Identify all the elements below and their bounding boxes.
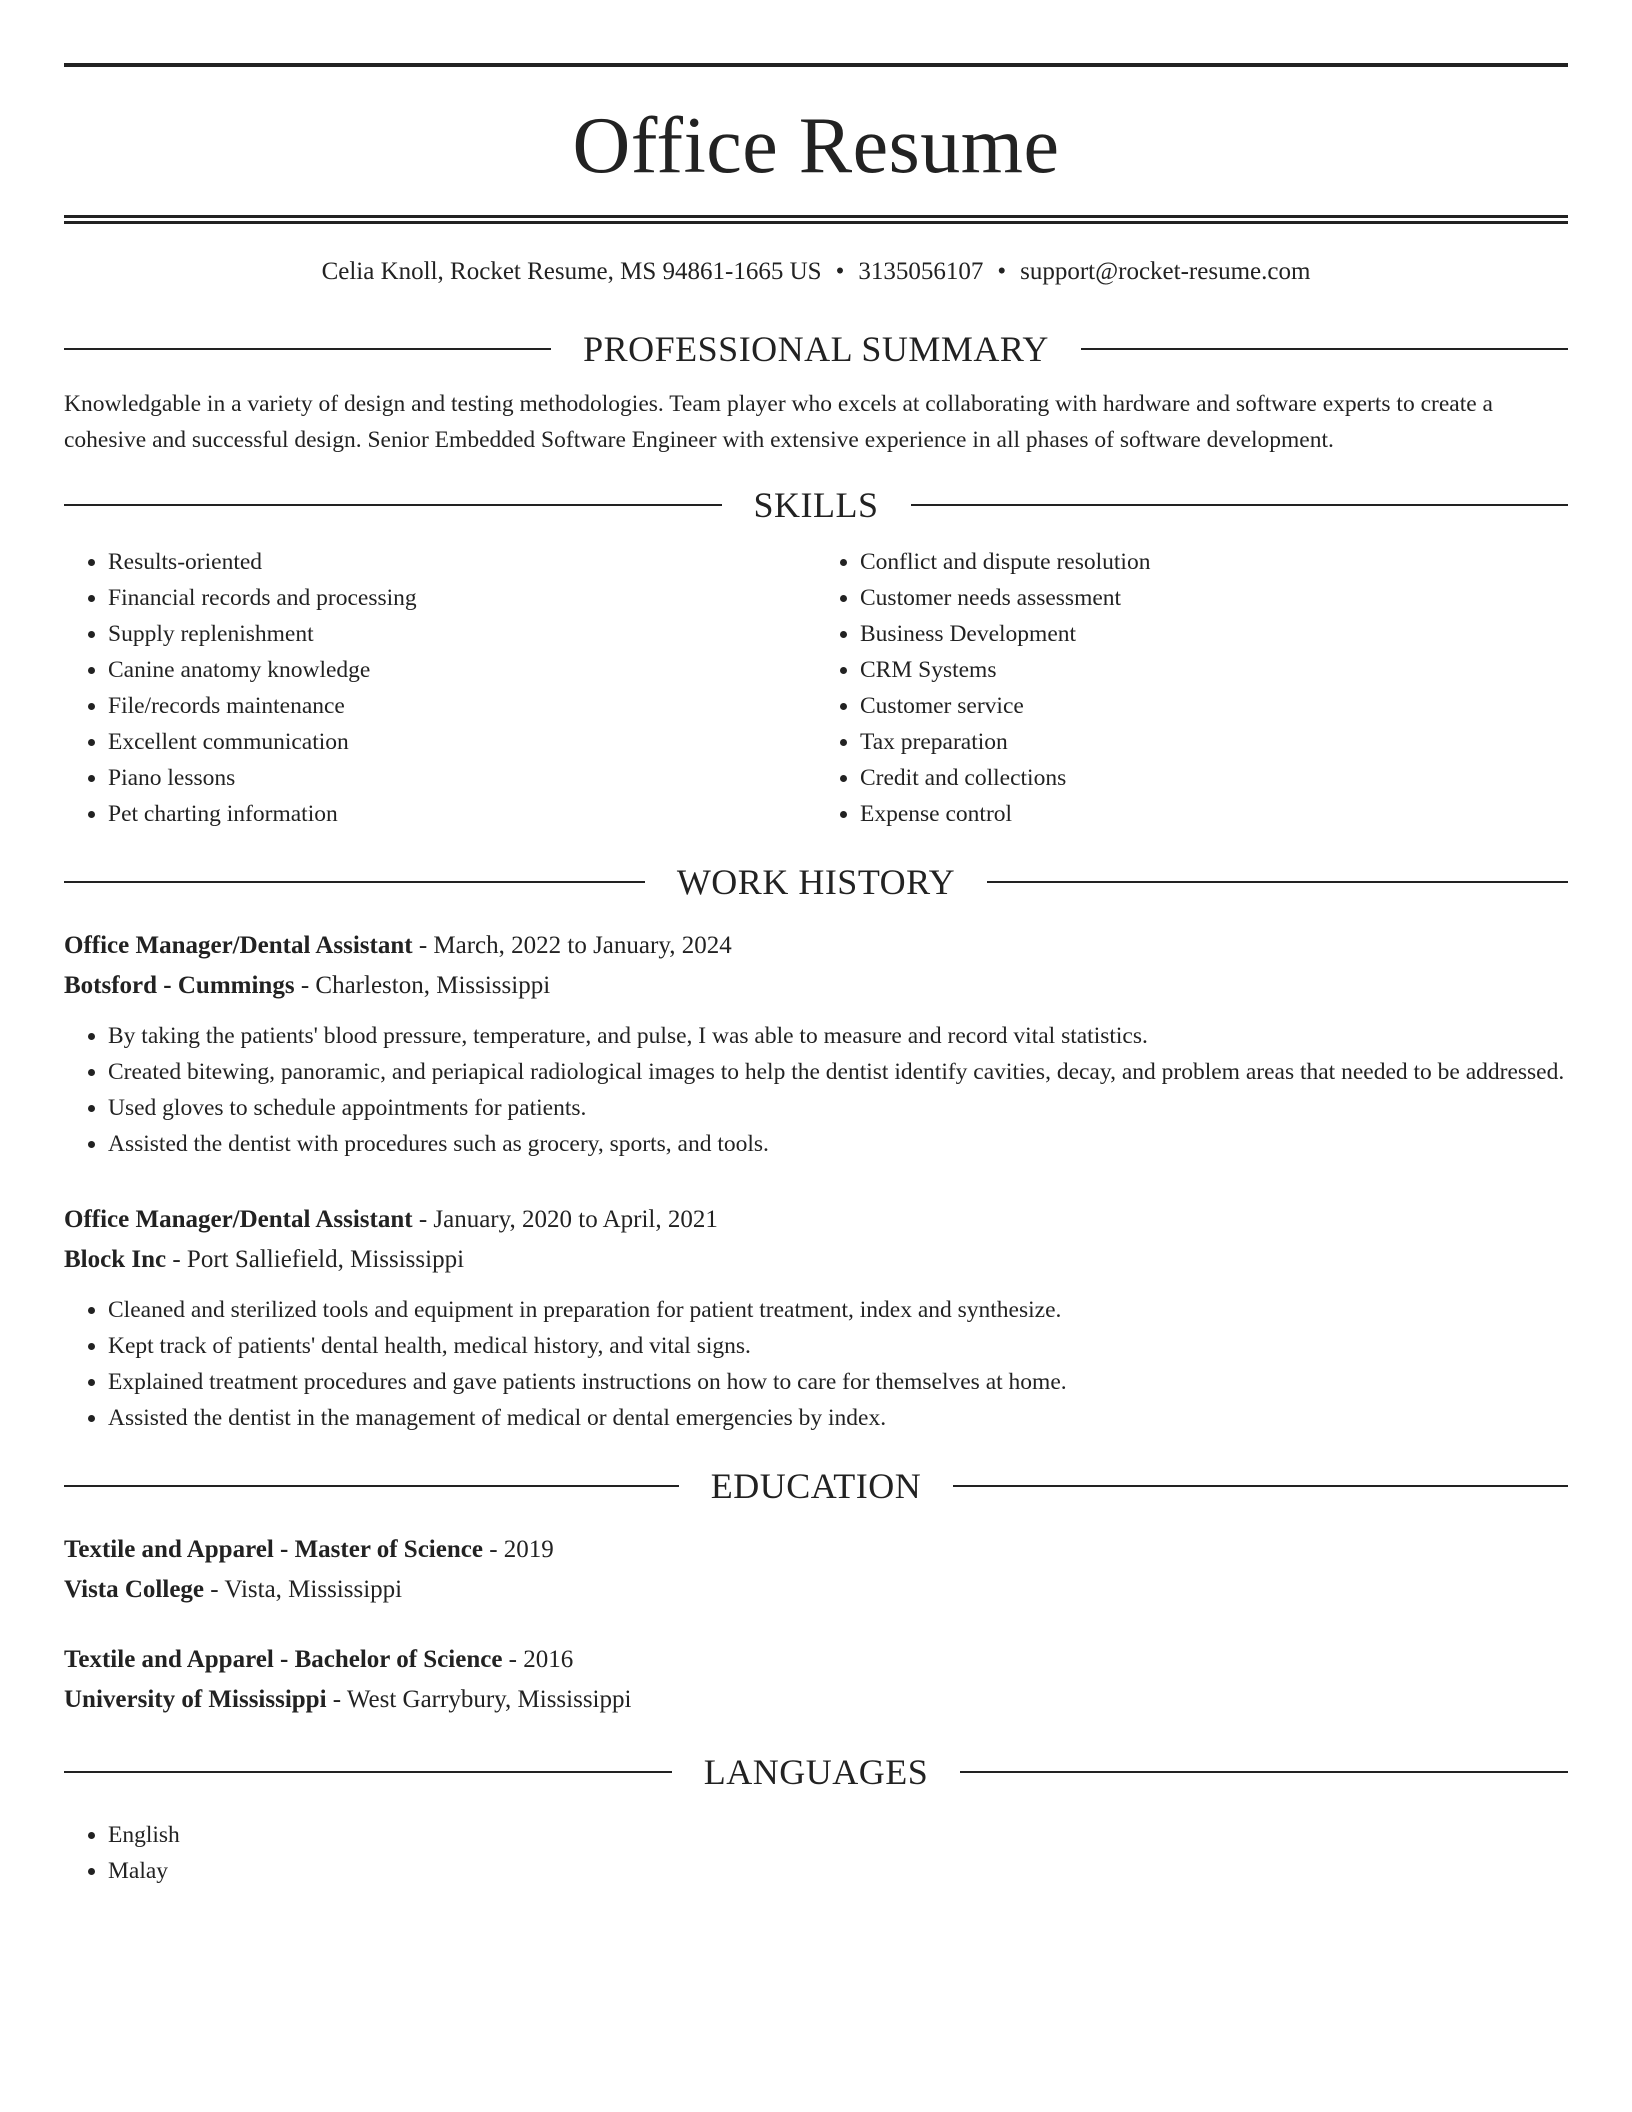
heading-rule-left (64, 1485, 679, 1487)
job-location: - Charleston, Mississippi (294, 972, 551, 999)
job-bullet: • Assisted the dentist in the management of medical or dental emergencies by index. (108, 1400, 1568, 1436)
job-location: - Port Salliefield, Mississippi (166, 1246, 465, 1273)
section-heading-label: PROFESSIONAL SUMMARY (583, 329, 1049, 369)
languages-list (64, 1817, 1568, 1889)
section-heading-education (64, 1464, 1568, 1508)
education-entry (64, 1530, 1568, 1610)
skill-item: • Financial records and processing (108, 580, 816, 616)
job-dates: - March, 2022 to January, 2024 (412, 932, 732, 959)
job-title-line (64, 926, 1568, 966)
job-bullet: • Used gloves to schedule appointments for patients. (108, 1090, 1568, 1126)
school: Vista College (64, 1576, 205, 1603)
degree-line (64, 1640, 1568, 1680)
skill-item: • Business Development (860, 616, 1568, 652)
job-bullet: • Cleaned and sterilized tools and equipment in preparation for patient treatment, index and synthesize. (108, 1292, 1568, 1328)
skill-item: • Supply replenishment (108, 616, 816, 652)
degree: Textile and Apparel - Bachelor of Science (64, 1646, 503, 1673)
heading-rule-right (1081, 348, 1568, 350)
job-company: Block Inc (64, 1246, 167, 1273)
job-bullet: • Assisted the dentist with procedures such as grocery, sports, and tools. (108, 1126, 1568, 1162)
section-heading-languages (64, 1750, 1568, 1794)
skill-item: • Excellent communication (108, 724, 816, 760)
summary-text: Knowledgable in a variety of design and testing methodologies. Team player who excels at collaborating with hardware and software experts to create a cohesive and successful design. Senior Embedded Software Engineer with extensive experience in all phases of software development. (64, 391, 1493, 453)
degree-line (64, 1530, 1568, 1570)
skill-item: • File/records maintenance (108, 688, 816, 724)
skill-item: • Tax preparation (860, 724, 1568, 760)
heading-rule-right (960, 1771, 1568, 1773)
section-heading-work-history (64, 860, 1568, 904)
degree: Textile and Apparel - Master of Science (64, 1536, 483, 1563)
heading-rule-left (64, 348, 551, 350)
heading-rule-right (911, 504, 1569, 506)
title-double-rule (64, 215, 1568, 224)
skill-item: • CRM Systems (860, 652, 1568, 688)
job-entry (64, 926, 1568, 1162)
skill-item: • Conflict and dispute resolution (860, 544, 1568, 580)
language-item: • Malay (108, 1853, 1568, 1889)
skill-item: • Expense control (860, 796, 1568, 832)
skills-list (64, 544, 1568, 832)
skills-column-right (816, 544, 1568, 832)
job-bullet: • Kept track of patients' dental health, medical history, and vital signs. (108, 1328, 1568, 1364)
job-entry (64, 1200, 1568, 1436)
job-title-line (64, 1200, 1568, 1240)
language-item: • English (108, 1817, 1568, 1853)
contact-line (64, 255, 1568, 289)
job-bullet: • Explained treatment procedures and gave patients instructions on how to care for themselves at home. (108, 1364, 1568, 1400)
skills-column-left (64, 544, 816, 832)
skill-item: • Pet charting information (108, 796, 816, 832)
heading-rule-right (953, 1485, 1568, 1487)
resume-title: Office Resume (572, 102, 1060, 190)
heading-rule-left (64, 504, 722, 506)
section-heading-label: WORK HISTORY (676, 862, 956, 902)
section-heading-label: LANGUAGES (703, 1752, 929, 1792)
top-rule (64, 63, 1568, 67)
section-heading-skills (64, 483, 1568, 527)
job-bullet: • By taking the patients' blood pressure, temperature, and pulse, I was able to measure and record vital statistics. (108, 1018, 1568, 1054)
section-heading-label: SKILLS (753, 485, 879, 525)
contact-address: Celia Knoll, Rocket Resume, MS 94861-1665 US (321, 258, 822, 285)
school-location: - West Garrybury, Mississippi (326, 1686, 632, 1713)
contact-email: support@rocket-resume.com (1020, 258, 1311, 285)
job-bullet: • Created bitewing, panoramic, and periapical radiological images to help the dentist identify cavities, decay, and problem areas that needed to be addressed. (108, 1054, 1568, 1090)
job-bullets (64, 1292, 1568, 1436)
heading-rule-left (64, 1771, 672, 1773)
school-location: - Vista, Mississippi (204, 1576, 403, 1603)
job-title: Office Manager/Dental Assistant (64, 1206, 413, 1233)
section-heading-summary (64, 327, 1568, 371)
job-dates: - January, 2020 to April, 2021 (412, 1206, 718, 1233)
skill-item: • Customer service (860, 688, 1568, 724)
degree-year: - 2016 (502, 1646, 574, 1673)
job-company: Botsford - Cummings (64, 972, 295, 999)
skill-item: • Piano lessons (108, 760, 816, 796)
job-bullets (64, 1018, 1568, 1162)
degree-year: - 2019 (482, 1536, 554, 1563)
school-line (64, 1680, 1568, 1720)
skill-item: • Credit and collections (860, 760, 1568, 796)
skill-item: • Results-oriented (108, 544, 816, 580)
skill-item: • Canine anatomy knowledge (108, 652, 816, 688)
contact-separator: • (997, 258, 1007, 285)
school-line (64, 1570, 1568, 1610)
job-company-line (64, 1240, 1568, 1280)
school: University of Mississippi (64, 1686, 327, 1713)
heading-rule-left (64, 881, 645, 883)
contact-separator: • (835, 258, 845, 285)
section-heading-label: EDUCATION (710, 1466, 922, 1506)
heading-rule-right (987, 881, 1568, 883)
resume-page (64, 0, 1568, 1889)
job-title: Office Manager/Dental Assistant (64, 932, 413, 959)
education-entry (64, 1640, 1568, 1720)
job-company-line (64, 966, 1568, 1006)
skill-item: • Customer needs assessment (860, 580, 1568, 616)
contact-phone: 3135056107 (858, 258, 984, 285)
